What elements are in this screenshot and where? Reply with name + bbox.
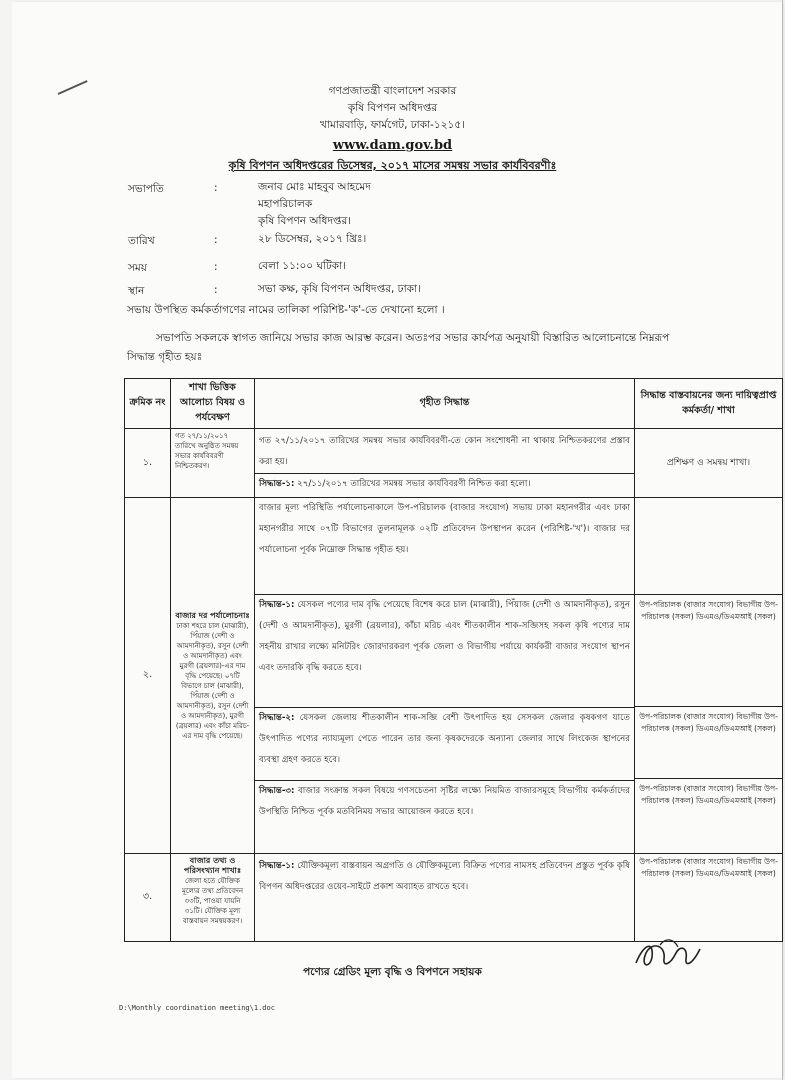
row-topic [171, 498, 255, 854]
row-topic [171, 854, 255, 942]
row-responsible: উপ-পরিচালক (বাজার সংযোগ) বিভাগীয় উপ-পরিচালক (সকল) ডিএমও/ডিএমআই (সকল) [635, 854, 783, 942]
topic-title: বাজার তথ্য ও পরিসংখ্যান শাখাঃ [183, 856, 242, 875]
decision-label: সিদ্ধান্ত-১: [259, 600, 295, 610]
attendance-note: সভায় উপস্থিত কর্মকর্তাগণের নামের তালিকা পরিশিষ্ট-'ক'-তে দেখানো হলো । [127, 304, 445, 316]
footer-slogan: পণ্যের গ্রেডিং মূল্য বৃদ্ধি ও বিপণনে সহায়ক [303, 966, 482, 978]
header-decision: গৃহীত সিদ্ধান্ত [255, 379, 635, 429]
row-decision [255, 429, 635, 498]
topic-body: জেলা হতে যৌক্তিক মূল্যের তথ্য প্রতিবেদন ৩৩টি, পাওয়া যায়নি ৩১টি। যৌক্তিক মূল্য বাস্তবায়ন সমন্বয়করণ। [181, 877, 244, 925]
gov-title: গণপ্রজাতন্ত্রী বাংলাদেশ সরকার [328, 85, 457, 97]
chair-title: মহাপরিচালক [258, 198, 313, 210]
opening-paragraph: সভাপতি সকলকে স্বাগত জানিয়ে সভার কাজ আরম্ভ করেন। অতঃপর সভার কার্যপত্র অনুযায়ী বিস্তারিত আলোচনান্তে নিম্নরূপ [156, 332, 670, 344]
header-responsible: সিদ্ধান্ত বাস্তবায়নের জন্য দায়িত্বপ্রাপ্ত কর্মকর্তা/ শাখা [635, 379, 783, 429]
table-row [125, 429, 783, 498]
row-topic: গত ২৭/১১/২০১৭ তারিখে অনুষ্ঠিত সমন্বয় সভার কার্যবিবরণী নিশ্চিতকরণ। [171, 429, 255, 498]
row-serial: ১. [125, 429, 171, 498]
row-responsible: প্রশিক্ষণ ও সমন্বয় শাখা। [635, 429, 783, 498]
header-topic: শাখা ভিত্তিক আলোচ্য বিষয় ও পর্যবেক্ষণ [171, 379, 255, 429]
responsible-blank [635, 498, 782, 594]
colon: : [214, 182, 218, 194]
decision-body: ২৭/১১/২০১৭ তারিখের সমন্বয় সভার কার্যবিবরণী নিশ্চিত করা হলো। [297, 479, 531, 489]
table-row [125, 854, 783, 942]
decision-item [255, 594, 634, 707]
table-row [125, 498, 783, 854]
place-label: স্থান [128, 285, 145, 297]
date-value: ২৮ ডিসেম্বর, ২০১৭ খ্রিঃ। [258, 233, 367, 245]
decision-label: সিদ্ধান্ত-১: [259, 861, 295, 871]
decision-table [124, 378, 783, 942]
website-link[interactable]: www.dam.gov.bd [332, 138, 453, 153]
date-label: তারিখ [128, 235, 155, 247]
colon: : [214, 234, 218, 246]
address: খামারবাড়ি, ফার্মগেট, ঢাকা-১২১৫। [320, 119, 465, 131]
decision-label: সিদ্ধান্ত-৩: [259, 786, 295, 796]
decision-label: সিদ্ধান্ত-১: [259, 479, 295, 489]
row-serial: ২. [125, 498, 171, 854]
colon: : [214, 261, 218, 273]
meeting-subject: কৃষি বিপণন অধিদপ্তরের ডিসেম্বর, ২০১৭ মাসের সমন্বয় সভার কার্যবিবরণীঃ [228, 159, 557, 172]
colon: : [214, 284, 218, 296]
time-label: সময় [128, 262, 147, 274]
header-serial: ক্রমিক নং [125, 379, 171, 429]
decision-body: যেসকল পণ্যের দাম বৃদ্ধি পেয়েছে বিশেষ করে চাল (মাঝারী), পিঁয়াজ (দেশী ও আমদানীকৃত), রসুন (দেশী ও আমদানীকৃত), মুরগী (ব্রয়লার), কাঁচা মরিচ এবং শীতকালীন শাক-সব্জিসহ সকল কৃষি পণ্যের দাম সহনীয় রাখার লক্ষ্যে মনিটরিং জোরদারকরণ পূর্বক জেলা ও বিভাগীয় পর্যায়ে কার্যকরী বাজার সংযোগ স্থাপন এবং তদারকি বৃদ্ধি করতে হবে। [259, 600, 630, 673]
chair-name: জনাব মোঃ মাহবুব আহমেদ [258, 181, 371, 193]
chair-label: সভাপতি [128, 183, 164, 195]
responsible-item: উপ-পরিচালক (বাজার সংযোগ) বিভাগীয় উপ-পরিচালক (সকল) ডিএমও/ডিএমআই (সকল) [635, 778, 782, 850]
decision-body: যৌক্তিকমূল্য বাস্তবায়ন অগ্রগতি ও যৌক্তিকমূল্যে বিক্রিত পণ্যের নামসহ প্রতিবেদন প্রস্তুত পূর্বক কৃষি বিপণন অধিদপ্তরের ওয়েব-সাইটে প্রকাশ অব্যাহত রাখতে হবে। [259, 861, 631, 892]
chair-office: কৃষি বিপণন অধিদপ্তর। [258, 215, 352, 227]
dept-title: কৃষি বিপণন অধিদপ্তর [347, 102, 438, 114]
file-path: D:\Monthly coordination meeting\1.doc [119, 1004, 275, 1012]
topic-body: ঢাকা শহরে চাল (মাঝারী), পিঁয়াজ (দেশী ও আমদানীকৃত), রসুন (দেশী ও আমদানীকৃত) এবং মুরগী (ব্রয়লার)-এর দাম বৃদ্ধি পেয়েছে। ০৭টি বিভাগে চাল (মাঝারী), পিঁয়াজ (দেশী ও আমদানীকৃত), রসুন (দেশী ও আমদানীকৃত), মুরগী (ব্রয়লার) এবং কাঁচা মরিচ-এর দাম বৃদ্ধি পেয়েছে। [175, 621, 250, 740]
opening-paragraph-end: সিদ্ধান্ত গৃহীত হয়ঃ [127, 351, 203, 363]
topic-title: বাজার দর পর্যালোচনাঃ [175, 610, 250, 620]
row-decision [255, 498, 635, 854]
responsible-item: উপ-পরিচালক (বাজার সংযোগ) বিভাগীয় উপ-পরিচালক (সকল) ডিএমও/ডিএমআই (সকল) [635, 706, 782, 778]
time-value: বেলা ১১:০০ ঘটিকা। [258, 260, 346, 272]
responsible-item: উপ-পরিচালক (বাজার সংযোগ) বিভাগীয় উপ-পরিচালক (সকল) ডিএমও/ডিএমআই (সকল) [635, 594, 782, 706]
row-responsible [635, 498, 783, 854]
row-decision [255, 854, 635, 942]
decision-label: সিদ্ধান্ত-২: [259, 713, 295, 723]
decision-item [255, 780, 634, 853]
decision-item [255, 707, 634, 780]
decision-body: যেসকল জেলায় শীতকালীন শাক-সব্জি বেশী উৎপাদিত হয় সেসকল জেলার কৃষকগণ যাতে উৎপাদিত পণ্যের ন্যায্যমূল্য পেতে পারেন তার জন্য কৃষকদেরকে অন্যান্য জেলার সাথে লিংকেজ স্থাপনের ব্যবস্থা গ্রহণ করতে হবে। [259, 713, 631, 765]
decision-body: বাজার সংক্রান্ত সকল বিষয়ে গণসচেতনা সৃষ্টির লক্ষ্যে নিয়মিত বাজারসমূহে বিভাগীয় কর্মকর্তাদের উপস্থিতি নিশ্চিত পূর্বক মতবিনিময় সভার আয়োজন করতে হবে। [259, 786, 630, 817]
place-value: সভা কক্ষ, কৃষি বিপণন অধিদপ্তর, ঢাকা। [258, 283, 421, 295]
decision-text: বাজার মূল্য পরিস্থিতি পর্যালোচনাকালে উপ-পরিচালক (বাজার সংযোগ) সভায় ঢাকা মহানগরীর এবং ঢাকা মহানগরীর সাথে ০৭টি বিভাগের তুলনামূলক ০২টি প্রতিবেদন উপস্থাপন করেন (পরিশিষ্ট-'খ')। বাজার দর পর্যালোচনা পূর্বক নিম্নোক্ত সিদ্ধান্ত গৃহীত হয়। [259, 503, 630, 555]
decision-item [255, 473, 634, 495]
decision-text: গত ২৭/১১/২০১৭ তারিখের সমন্বয় সভার কার্যবিবরণী-তে কোন সংশোধনী না থাকায় নিশ্চিতকরণের প্রস্তাব করা হয়। [259, 436, 630, 467]
row-serial: ৩. [125, 854, 171, 942]
